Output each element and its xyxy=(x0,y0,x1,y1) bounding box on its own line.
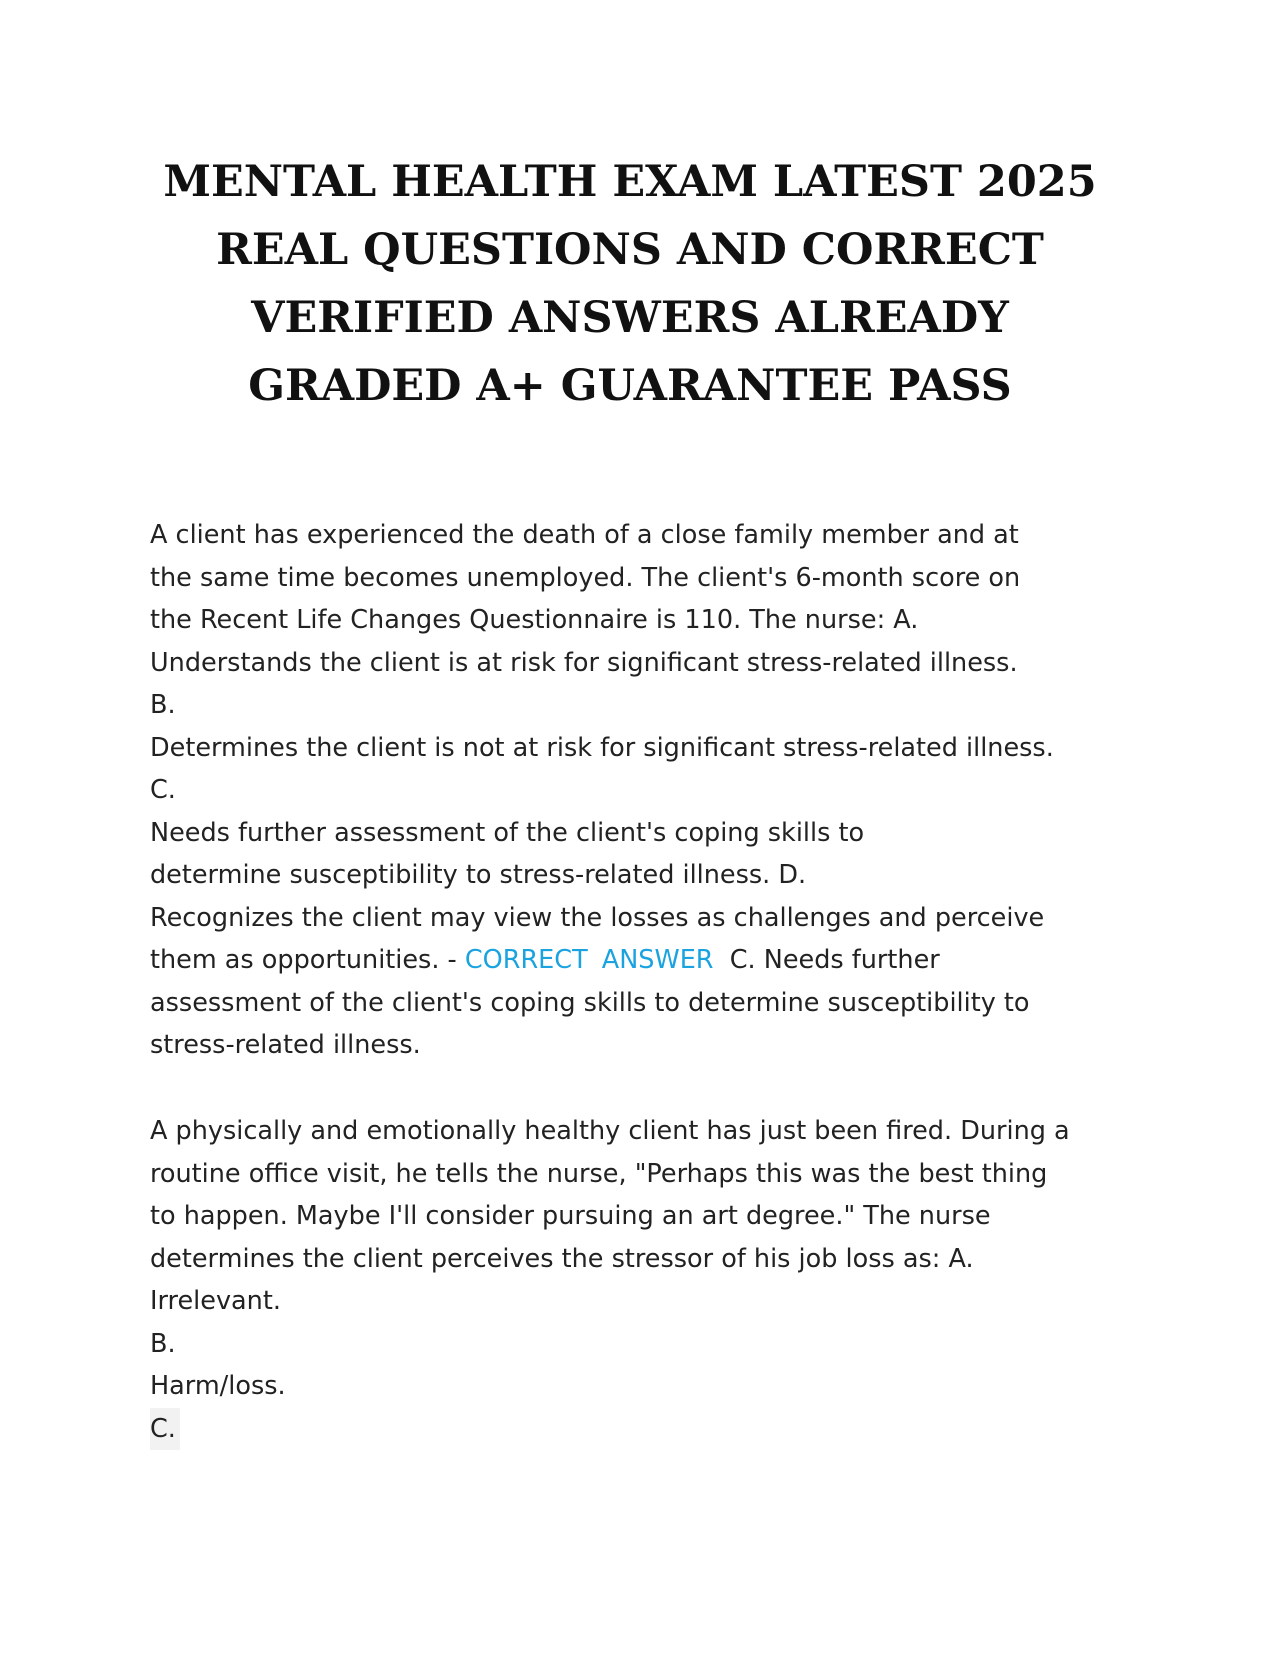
title-line: REAL QUESTIONS AND CORRECT xyxy=(216,225,1044,275)
document-title xyxy=(100,148,1160,420)
answer-line-suffix: C. Needs further xyxy=(713,945,940,975)
question-text-line: determines the client perceives the stressor of his job loss as: A. xyxy=(150,1243,974,1274)
option-letter: C. xyxy=(150,775,176,805)
question-1 xyxy=(150,514,1150,1067)
question-text-line: the Recent Life Changes Questionnaire is 110. The nurse: A. xyxy=(150,605,919,635)
option-text-line: Understands the client is at risk for significant stress-related illness. xyxy=(150,647,1018,678)
option-text-line: Determines the client is not at risk for significant stress-related illness. xyxy=(150,732,1054,763)
option-letter-line xyxy=(150,1408,1150,1451)
option-text-line: Needs further assessment of the client's coping skills to xyxy=(150,817,865,848)
option-text-line: Irrelevant. xyxy=(150,1286,281,1316)
title-line: VERIFIED ANSWERS ALREADY xyxy=(251,293,1009,343)
question-text-line: the same time becomes unemployed. The client's 6-month score on xyxy=(150,562,1021,593)
answer-text-line: stress-related illness. xyxy=(150,1030,421,1060)
title-line: MENTAL HEALTH EXAM LATEST 2025 xyxy=(163,157,1097,207)
question-2 xyxy=(150,1110,1150,1450)
option-letter: B. xyxy=(150,690,176,720)
answer-text-line: assessment of the client's coping skills to determine susceptibility to xyxy=(150,987,1030,1018)
correct-answer-label: CORRECT ANSWER xyxy=(464,945,714,975)
option-text-line: Harm/loss. xyxy=(150,1371,286,1401)
question-text-line: A physically and emotionally healthy client has just been fired. During a xyxy=(150,1116,1070,1146)
option-letter: B. xyxy=(150,1328,176,1359)
question-text-line: to happen. Maybe I'll consider pursuing an art degree." The nurse xyxy=(150,1201,991,1231)
answer-line-prefix: them as opportunities. - xyxy=(150,945,465,975)
title-line: GRADED A+ GUARANTEE PASS xyxy=(248,361,1012,411)
question-text-line: routine office visit, he tells the nurse, "Perhaps this was the best thing xyxy=(150,1158,1048,1189)
answer-line xyxy=(150,939,1150,982)
question-text-line: A client has experienced the death of a close family member and at xyxy=(150,520,1019,550)
option-text-line: determine susceptibility to stress-related illness. D. xyxy=(150,860,807,890)
option-text-line: Recognizes the client may view the losses as challenges and perceive xyxy=(150,902,1045,933)
option-letter-highlighted: C. xyxy=(150,1408,180,1451)
